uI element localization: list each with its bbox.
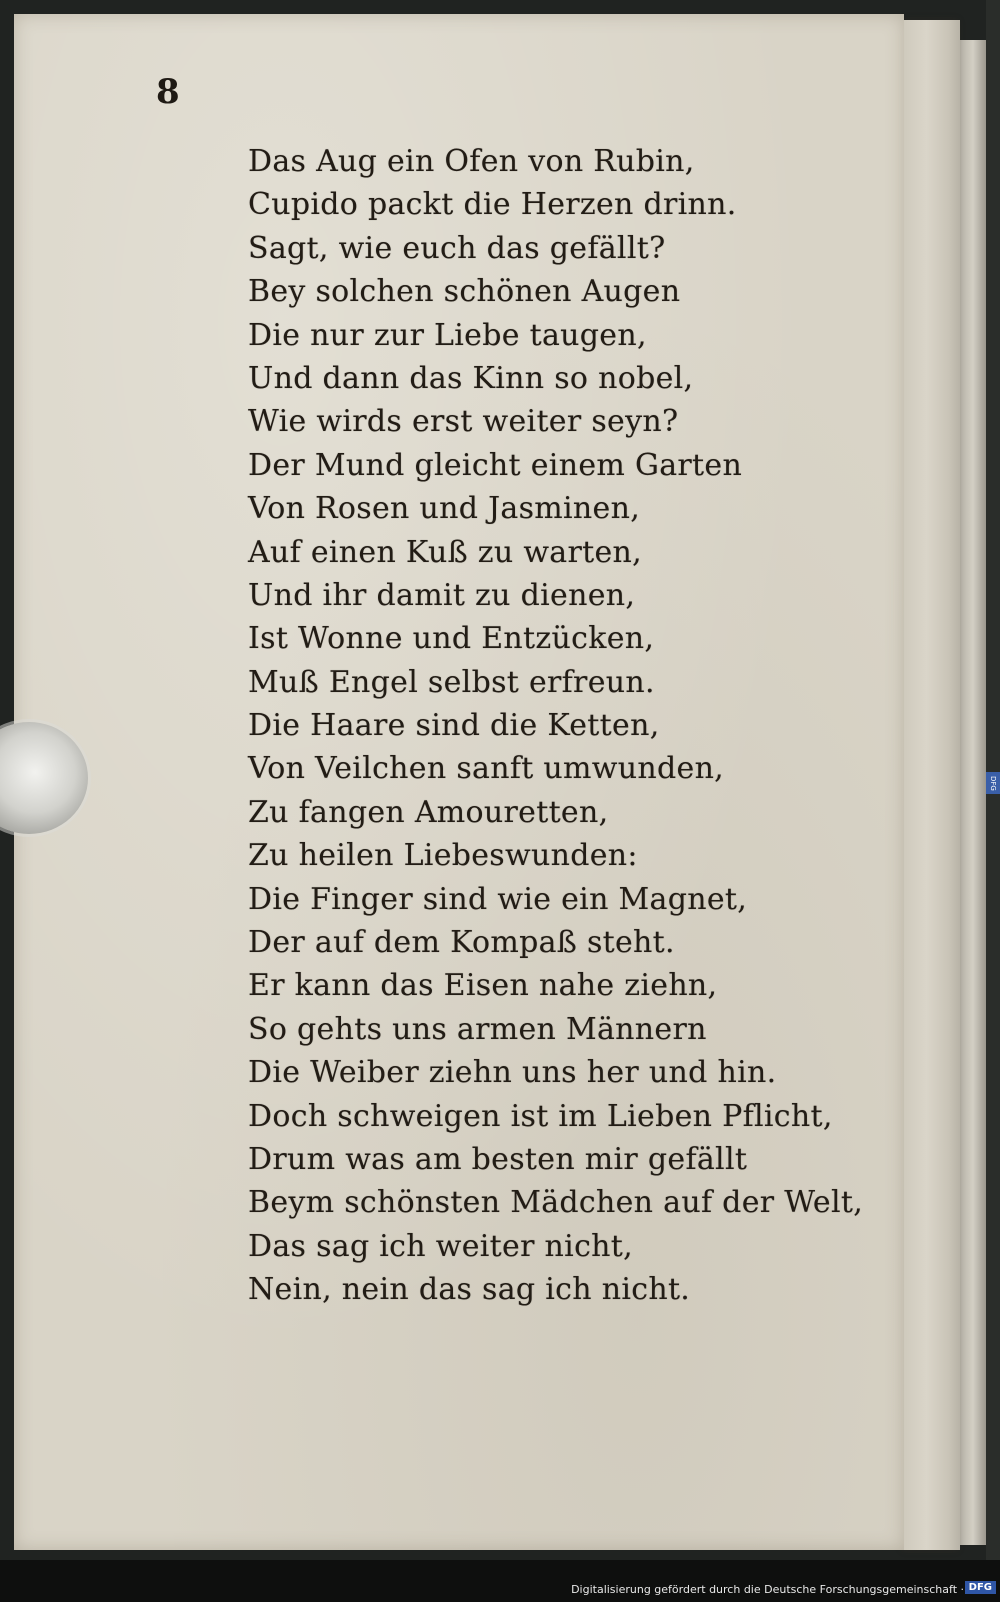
poem-line: Wie wirds erst weiter seyn? [248, 404, 679, 440]
poem-line: Von Rosen und Jasminen, [248, 491, 641, 527]
footer-credit: Digitalisierung gefördert durch die Deutsche Forschungsgemeinschaft · [571, 1583, 964, 1596]
poem-line: Muß Engel selbst erfreun. [248, 664, 655, 700]
poem-text [248, 140, 863, 1312]
poem-line: Der Mund gleicht einem Garten [248, 447, 743, 483]
side-dfg-mark: DFG [986, 772, 1000, 794]
poem-line: Die Weiber ziehn uns her und hin. [248, 1055, 777, 1091]
poem-line: So gehts uns armen Männern [248, 1011, 707, 1047]
poem-line: Beym schönsten Mädchen auf der Welt, [248, 1185, 864, 1221]
poem-line: Ist Wonne und Entzücken, [248, 621, 655, 657]
poem-line: Die Haare sind die Ketten, [248, 708, 660, 744]
page-fold [904, 20, 960, 1550]
poem-line: Zu fangen Amouretten, [248, 794, 609, 830]
poem-line: Die Finger sind wie ein Magnet, [248, 881, 748, 917]
page-edge [960, 40, 986, 1545]
poem-line: Der auf dem Kompaß steht. [248, 925, 675, 961]
poem-line: Bey solchen schönen Augen [248, 274, 681, 310]
poem-line: Zu heilen Liebeswunden: [248, 838, 638, 874]
poem-line: Sagt, wie euch das gefällt? [248, 230, 666, 266]
poem-line: Drum was am besten mir gefällt [248, 1141, 748, 1177]
poem-line: Cupido packt die Herzen drinn. [248, 187, 737, 223]
poem-line: Die nur zur Liebe taugen, [248, 317, 647, 353]
poem-line: Von Veilchen sanft umwunden, [248, 751, 725, 787]
poem-line: Und ihr damit zu dienen, [248, 577, 636, 613]
poem-line: Nein, nein das sag ich nicht. [248, 1272, 691, 1308]
poem-line: Doch schweigen ist im Lieben Pflicht, [248, 1098, 833, 1134]
poem-line: Das Aug ein Ofen von Rubin, [248, 144, 695, 179]
poem-line: Er kann das Eisen nahe ziehn, [248, 968, 718, 1004]
dfg-logo: DFG [965, 1581, 996, 1594]
poem-line: Auf einen Kuß zu warten, [248, 534, 642, 570]
poem-line: Das sag ich weiter nicht, [248, 1228, 633, 1264]
page-number: 8 [156, 72, 180, 112]
poem-line: Und dann das Kinn so nobel, [248, 360, 694, 396]
